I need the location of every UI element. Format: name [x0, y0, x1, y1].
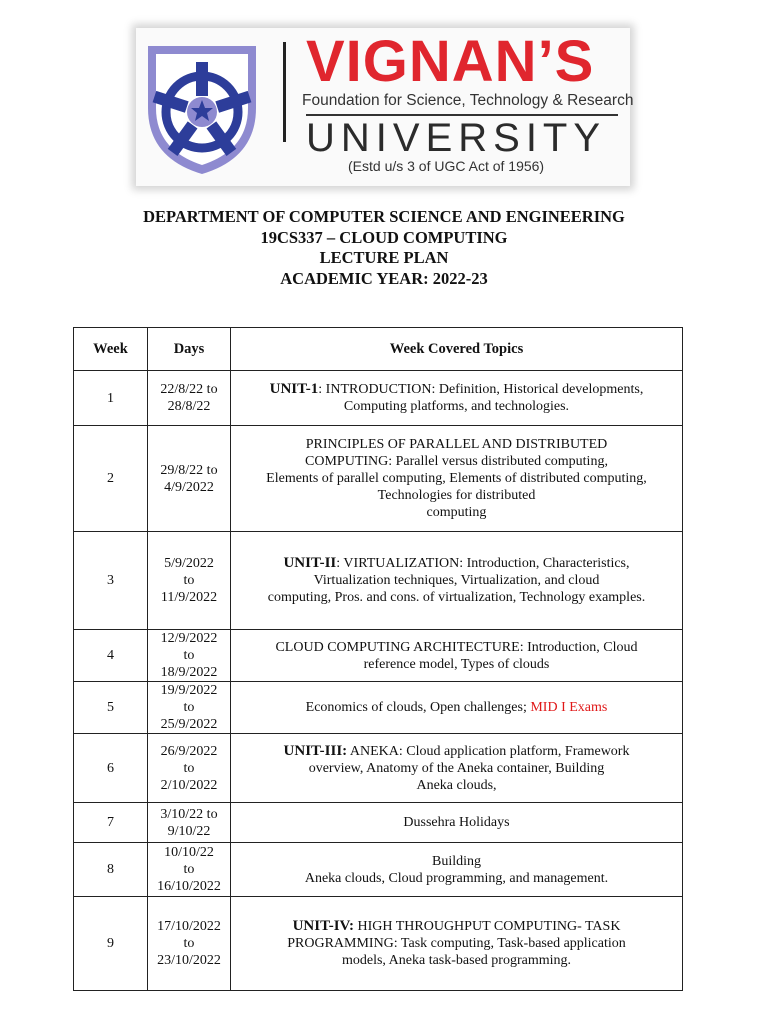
topic-text: Economics of clouds, Open challenges; [305, 700, 527, 715]
topics-cell [231, 426, 683, 532]
topic-line: CLOUD COMPUTING ARCHITECTURE: Introduction, Cloud [275, 639, 638, 655]
table-row [74, 630, 683, 682]
days-line: 28/8/22 [167, 399, 211, 414]
topics-cell [231, 897, 683, 991]
days-line: 5/9/2022 [164, 556, 214, 571]
topics-cell [231, 843, 683, 897]
days-line: 9/10/22 [167, 823, 211, 839]
document-heading [0, 207, 768, 289]
week-cell: 9 [74, 897, 148, 991]
topic-line: Technologies for distributed [377, 488, 536, 503]
week-cell: 1 [74, 371, 148, 426]
days-line: 2/10/2022 [160, 777, 218, 793]
topic-line: Virtualization techniques, Virtualization, and cloud [313, 573, 600, 588]
days-cell [148, 426, 231, 532]
table-row [74, 897, 683, 991]
days-line: to [183, 573, 195, 588]
week-cell: 2 [74, 426, 148, 532]
days-line: to [183, 936, 195, 951]
topic-line: Elements of parallel computing, Elements of distributed computing, [266, 471, 647, 486]
topics-cell [231, 734, 683, 803]
topic-line: PROGRAMMING: Task computing, Task-based application [287, 936, 626, 951]
days-line: 17/10/2022 [157, 919, 221, 934]
week-cell: 7 [74, 803, 148, 843]
days-cell [148, 734, 231, 803]
document-type: LECTURE PLAN [319, 248, 449, 267]
days-line: 16/10/2022 [157, 879, 221, 894]
unit-label: UNIT-IV: [292, 918, 354, 934]
topic-line: models, Aneka task-based programming. [341, 953, 571, 968]
days-line: 12/9/2022 [160, 631, 218, 646]
logo-subtitle: Foundation for Science, Technology & Research [302, 92, 634, 109]
topics-cell [231, 682, 683, 734]
days-line: 10/10/22 [164, 845, 214, 860]
table-row [74, 426, 683, 532]
days-cell [148, 371, 231, 426]
header-days: Days [148, 328, 231, 371]
mid-exam-highlight: MID I Exams [530, 700, 608, 715]
days-line: 11/9/2022 [160, 590, 218, 605]
topic-line: Aneka clouds, [416, 777, 497, 793]
topic-line: computing, Pros. and cons. of virtualization, Technology examples. [267, 590, 646, 605]
topic-line: COMPUTING: Parallel versus distributed computing, [305, 454, 608, 469]
topics-cell [231, 371, 683, 426]
unit-label: UNIT-III: [283, 742, 348, 759]
course-title: 19CS337 – CLOUD COMPUTING [260, 227, 508, 247]
topics-cell [231, 630, 683, 682]
topics-cell: Dussehra Holidays [231, 803, 683, 843]
topic-line: computing [426, 505, 487, 520]
days-line: 22/8/22 to [160, 382, 218, 397]
header-week: Week [74, 328, 148, 371]
week-cell: 3 [74, 532, 148, 630]
topic-line: reference model, Types of clouds [363, 656, 550, 672]
topic-text: HIGH THROUGHPUT COMPUTING- TASK [357, 919, 621, 934]
week-cell: 6 [74, 734, 148, 803]
logo-divider [283, 42, 286, 142]
table-row [74, 803, 683, 843]
days-cell [148, 843, 231, 897]
unit-label: UNIT-II [283, 555, 337, 571]
table-row [74, 682, 683, 734]
topic-line: Computing platforms, and technologies. [343, 399, 570, 414]
topic-line: Building [431, 853, 481, 869]
days-line: 23/10/2022 [157, 953, 221, 968]
days-line: to [183, 700, 195, 715]
lecture-plan-table [73, 327, 683, 991]
days-cell [148, 897, 231, 991]
days-line: to [183, 760, 195, 776]
table-row [74, 371, 683, 426]
topic-text: ANEKA: Cloud application platform, Framework [349, 743, 630, 759]
days-line: 3/10/22 to [160, 806, 218, 822]
topic-line: PRINCIPLES OF PARALLEL AND DISTRIBUTED [305, 437, 608, 452]
table-row [74, 734, 683, 803]
academic-year: ACADEMIC YEAR: 2022-23 [280, 268, 488, 288]
days-line: 19/9/2022 [160, 683, 218, 698]
table-row [74, 843, 683, 897]
topic-line: Aneka clouds, Cloud programming, and management. [304, 870, 609, 886]
logo-established: (Estd u/s 3 of UGC Act of 1956) [348, 158, 545, 174]
logo-university-wordmark: UNIVERSITY [306, 116, 607, 160]
topic-line [235, 743, 678, 760]
table-row [74, 532, 683, 630]
department-title: DEPARTMENT OF COMPUTER SCIENCE AND ENGINEERING [143, 207, 625, 226]
table-header-row [74, 328, 683, 371]
header-topics: Week Covered Topics [231, 328, 683, 371]
days-cell [148, 532, 231, 630]
topic-line: overview, Anatomy of the Aneka container, Building [308, 760, 605, 776]
logo-vignans-wordmark: VIGNAN’S [306, 29, 595, 94]
topic-text: VIRTUALIZATION: Introduction, Characteristics, [343, 556, 630, 571]
days-line: 26/9/2022 [160, 743, 218, 759]
topic-line: UNIT-II: VIRTUALIZATION: Introduction, Characteristics, [283, 555, 630, 571]
days-line: 18/9/2022 [160, 665, 218, 680]
days-cell [148, 682, 231, 734]
topics-cell [231, 532, 683, 630]
days-line: 25/9/2022 [160, 717, 218, 732]
topic-line: UNIT-1: INTRODUCTION: Definition, Historical developments, [269, 381, 644, 397]
days-line: 4/9/2022 [164, 479, 214, 495]
week-cell: 5 [74, 682, 148, 734]
days-line: to [183, 862, 195, 877]
days-cell [148, 630, 231, 682]
days-line: 29/8/22 to [160, 462, 218, 478]
topic-text: INTRODUCTION: Definition, Historical developments, [325, 382, 644, 397]
week-cell: 8 [74, 843, 148, 897]
unit-label: UNIT-1 [269, 381, 319, 397]
days-cell [148, 803, 231, 843]
week-cell: 4 [74, 630, 148, 682]
university-logo [136, 28, 634, 186]
days-line: to [183, 648, 195, 663]
university-emblem-icon [142, 38, 262, 178]
topic-line [235, 918, 678, 935]
